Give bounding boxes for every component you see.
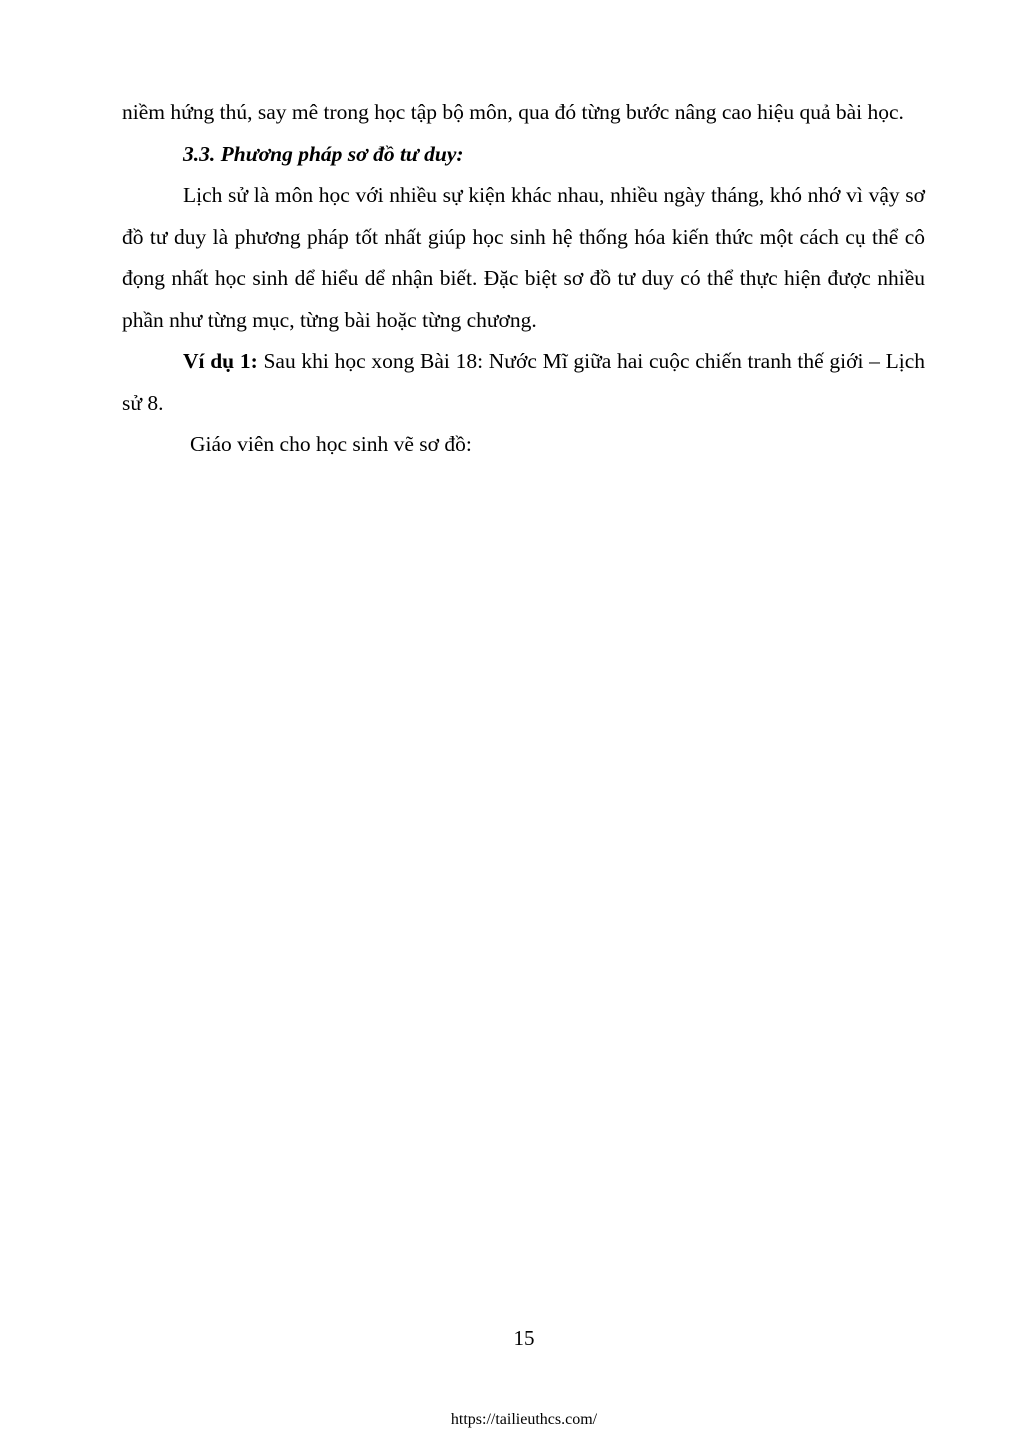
section-heading: 3.3. Phương pháp sơ đồ tư duy: xyxy=(183,141,464,166)
footer-url: https://tailieuthcs.com/ xyxy=(450,1411,598,1428)
document-body xyxy=(122,92,925,466)
paragraph-continuation: niềm hứng thú, say mê trong học tập bộ môn, qua đó từng bước nâng cao hiệu quả bài học. xyxy=(122,100,904,124)
teacher-instruction: Giáo viên cho học sinh vẽ sơ đồ: xyxy=(190,432,472,456)
paragraph-mindmap: Lịch sử là môn học với nhiều sự kiện khác nhau, nhiều ngày tháng, khó nhớ vì vậy sơ đồ tư duy là phương pháp tốt nhất giúp học sinh hệ thống hóa kiến thức một cách cụ thể cô đọng nhất học sinh dể hiểu dể nhận biết. Đặc biệt sơ đồ tư duy có thể thực hiện được nhiều phần như từng mục, từng bài hoặc từng chương. xyxy=(122,183,925,332)
paragraph-example xyxy=(122,341,925,424)
example-text: Sau khi học xong Bài 18: Nước Mĩ giữa hai cuộc chiến tranh thế giới – Lịch sử 8. xyxy=(122,349,926,415)
page-number: 15 xyxy=(513,1326,535,1350)
example-label: Ví dụ 1: xyxy=(183,349,258,373)
